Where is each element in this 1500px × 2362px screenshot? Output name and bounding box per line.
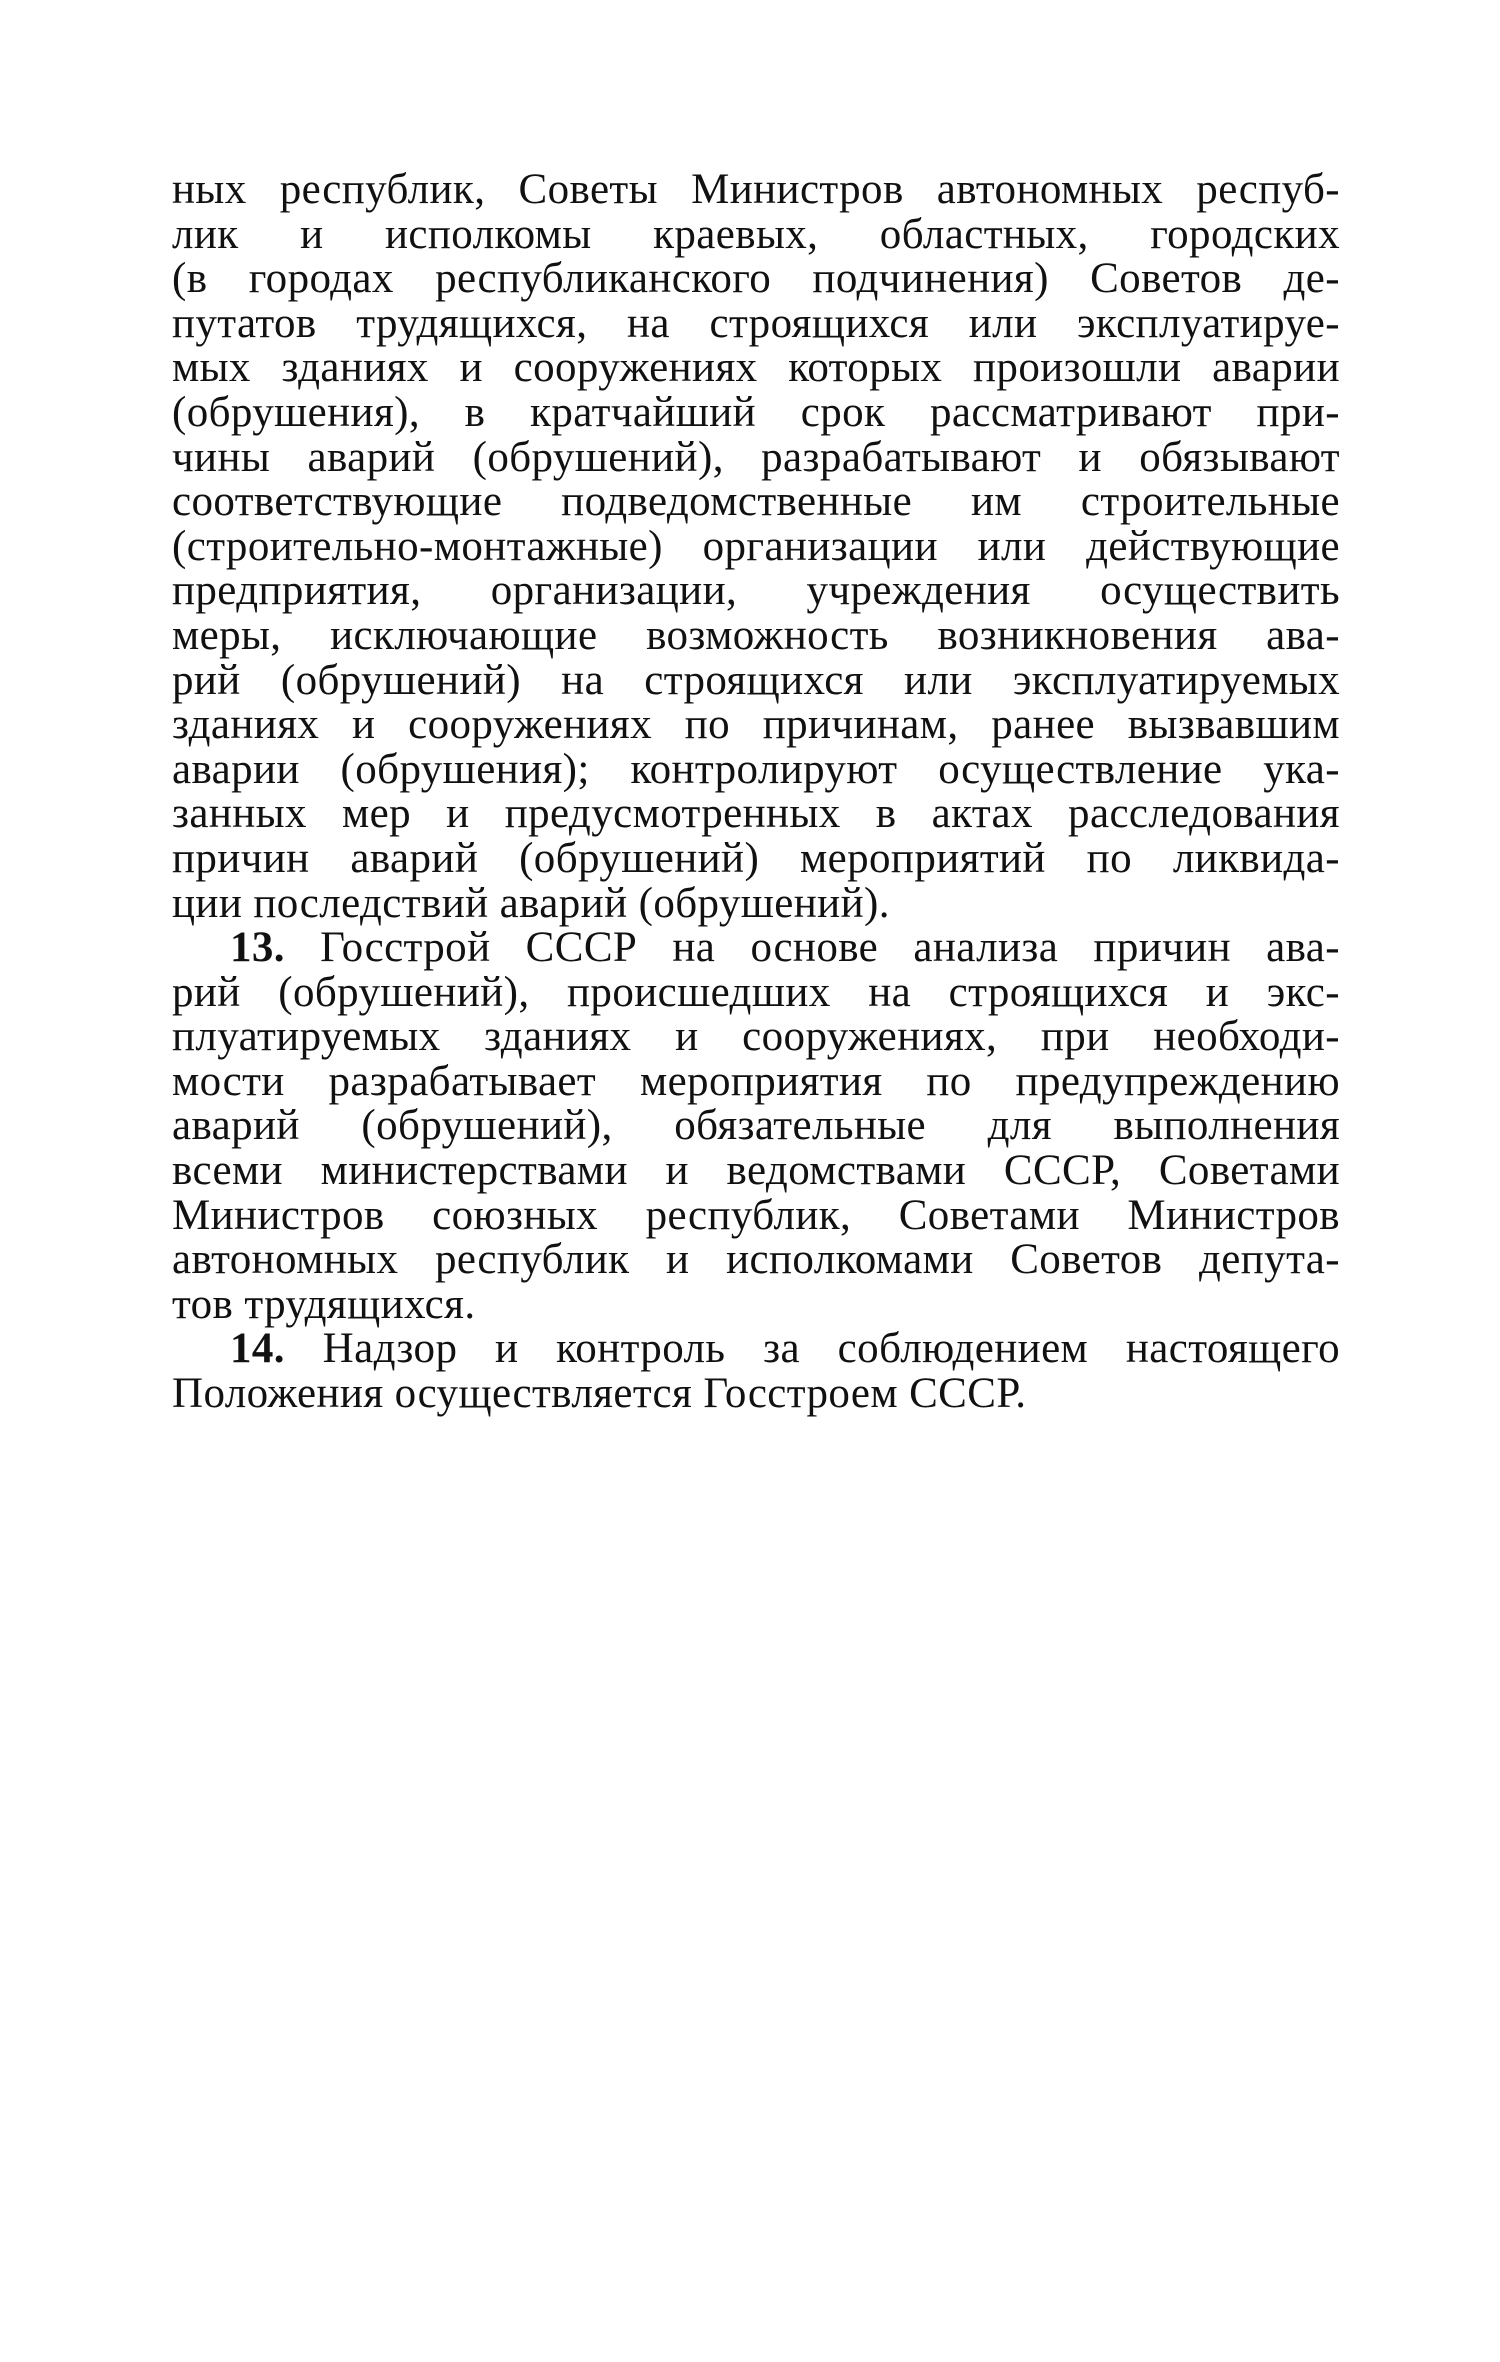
text-line: рий (обрушений), происшедших на строящихся и экс- — [172, 968, 1340, 1016]
text-line: рий (обрушений) на строящихся или эксплуатируемых — [172, 656, 1340, 704]
text-line: меры, исключающие возможность возникновения ава- — [172, 611, 1340, 659]
text-line: чины аварий (обрушений), разрабатывают и обязывают — [172, 433, 1340, 481]
text-line: зданиях и сооружениях по причинам, ранее вызвавшим — [172, 701, 1340, 749]
text-line: занных мер и предусмотренных в актах расследования — [172, 790, 1340, 838]
text-line — [172, 926, 1340, 971]
text-line: соответствующие подведомственные им строительные — [172, 478, 1340, 526]
text-line: (в городах республиканского подчинения) Советов де- — [172, 255, 1340, 303]
document-page — [172, 168, 1340, 1417]
text-line: ции последствий аварий (обрушений). — [172, 879, 890, 927]
text-line: тов трудящихся. — [172, 1280, 476, 1328]
text-line: ных республик, Советы Министров автономных респуб- — [172, 166, 1340, 213]
text-line: аварий (обрушений), обязательные для выполнения — [172, 1102, 1340, 1150]
paragraph-item-13 — [172, 926, 1340, 1327]
text-line: всеми министерствами и ведомствами СССР, Советами — [172, 1147, 1340, 1195]
text-line: Положения осуществляется Госстроем СССР. — [172, 1370, 1027, 1418]
paragraph-continuation — [172, 168, 1340, 926]
item-text: Госстрой СССР на основе анализа причин ава- — [320, 924, 1340, 972]
text-line — [172, 1327, 1340, 1372]
item-text: Надзор и контроль за соблюдением настоящего — [322, 1325, 1340, 1373]
text-line: аварии (обрушения); контролируют осуществление ука- — [172, 745, 1340, 793]
text-line: Министров союзных республик, Советами Министров — [172, 1191, 1340, 1239]
text-line: мости разрабатывает мероприятия по предупреждению — [172, 1057, 1340, 1105]
text-line: причин аварий (обрушений) мероприятий по ликвида- — [172, 834, 1340, 882]
text-line: (обрушения), в кратчайший срок рассматривают при- — [172, 388, 1340, 436]
text-line: путатов трудящихся, на строящихся или эксплуатируе- — [172, 299, 1340, 347]
item-number: 13. — [230, 924, 285, 972]
item-number: 14. — [230, 1325, 285, 1373]
paragraph-item-14 — [172, 1327, 1340, 1416]
text-line: предприятия, организации, учреждения осуществить — [172, 567, 1340, 615]
text-line: (строительно-монтажные) организации или действующие — [172, 522, 1340, 570]
text-line: плуатируемых зданиях и сооружениях, при необходи- — [172, 1013, 1340, 1061]
text-line: автономных республик и исполкомами Советов депута- — [172, 1236, 1340, 1284]
text-line: лик и исполкомы краевых, областных, городских — [172, 210, 1340, 258]
text-line: мых зданиях и сооружениях которых произошли аварии — [172, 344, 1340, 392]
